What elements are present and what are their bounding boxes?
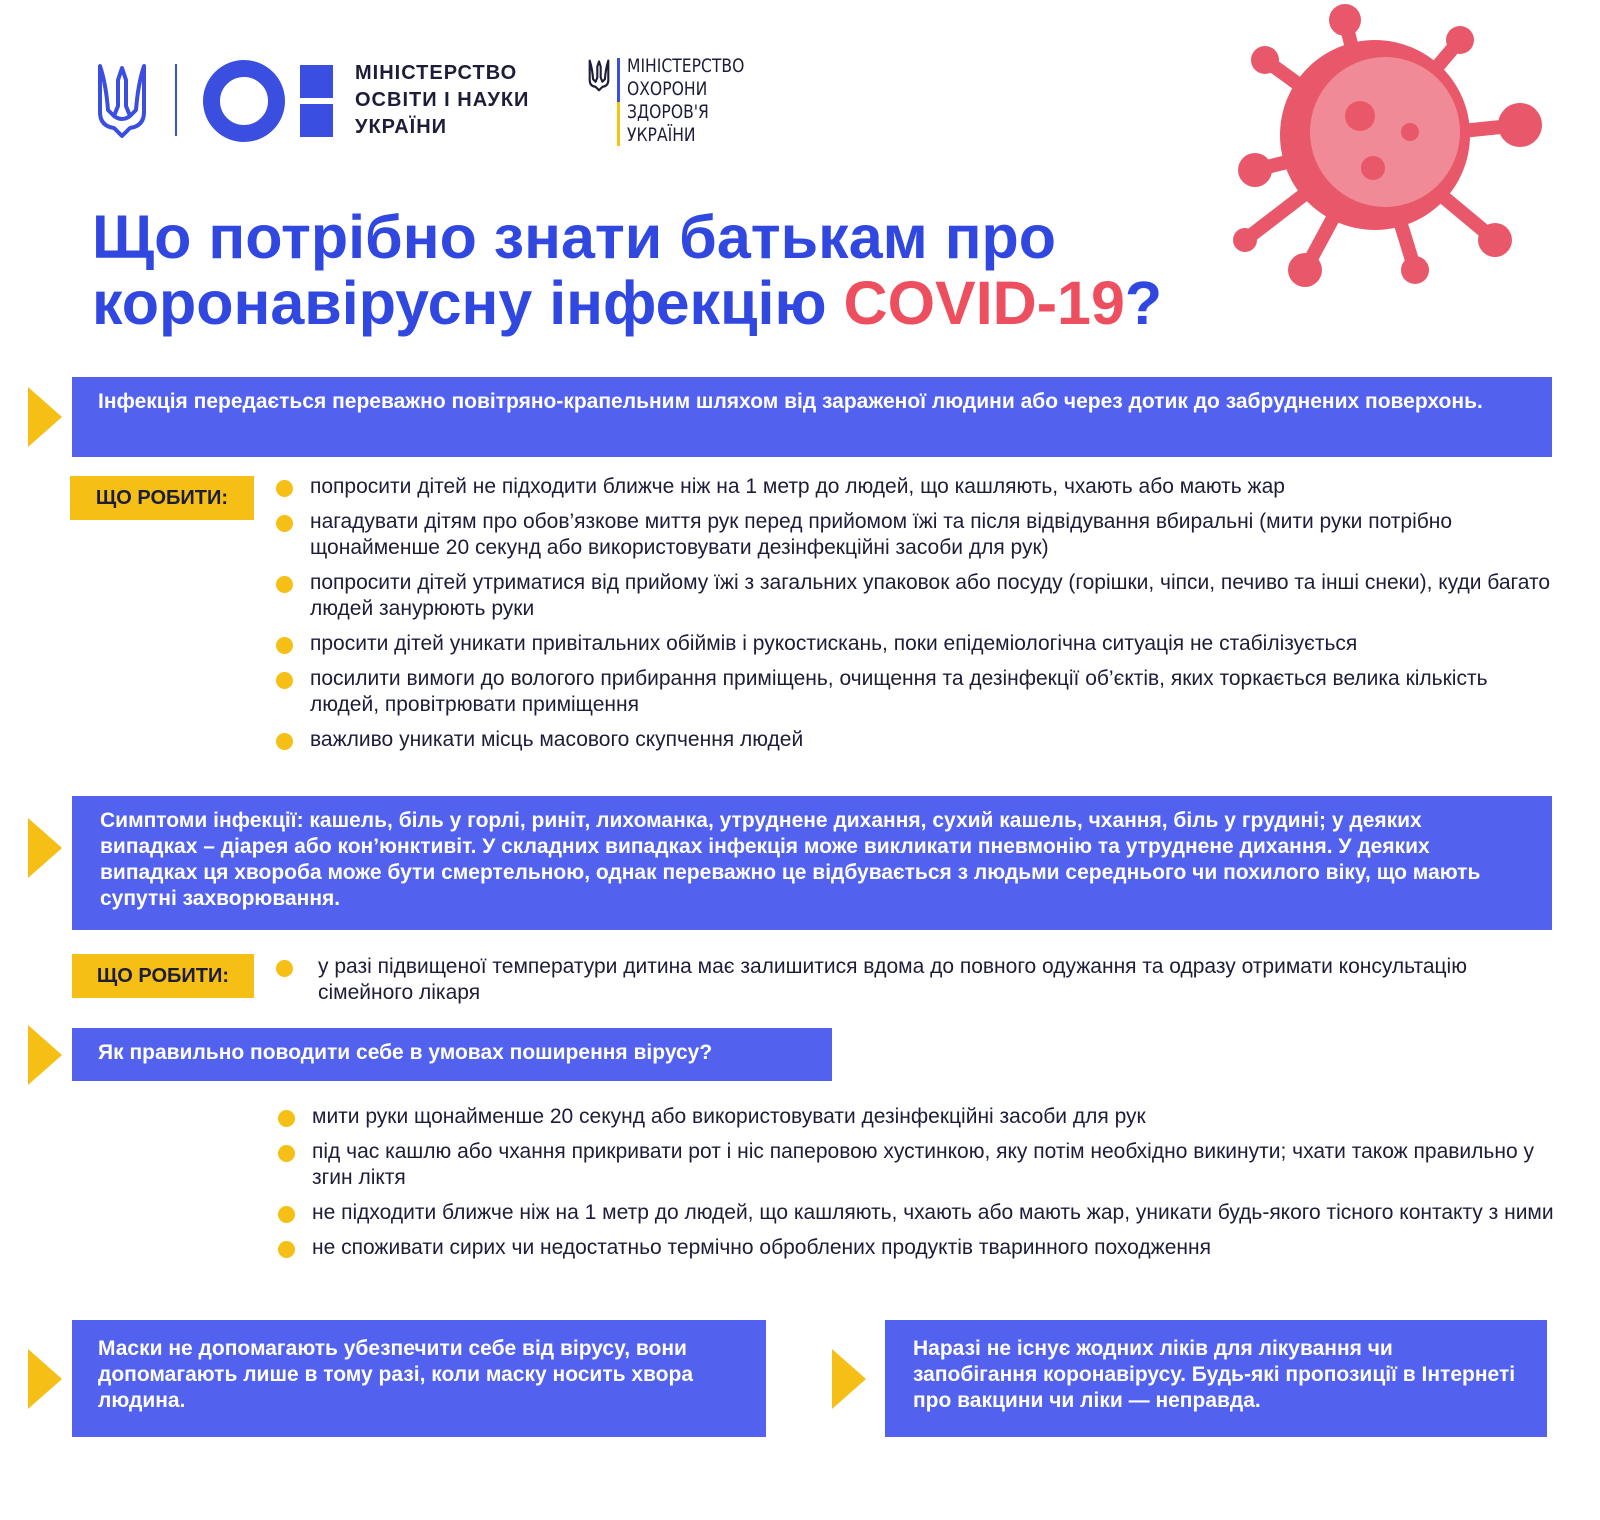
- title-line-2: [92, 270, 1162, 336]
- arrow-right-icon: [28, 1349, 62, 1409]
- bullet-dot-icon: [278, 1206, 295, 1223]
- what-to-do-label: ЩО РОБИТИ:: [70, 476, 254, 520]
- mon-logo-line: УКРАЇНИ: [355, 116, 448, 138]
- moz-logo-text: [627, 55, 744, 147]
- moz-logo-line: ОХОРОНИ: [627, 78, 708, 100]
- list-item-text: посилити вимоги до вологого прибирання приміщень, очищення та дезінфекції об’єктів, яких торкається велика кількість людей, провітрювати приміщення: [310, 667, 1488, 716]
- trident-emblem-icon: [96, 60, 148, 140]
- symptoms-info-bar: Симптоми інфекції: кашель, біль у горлі, риніт, лихоманка, утруднене дихання, сухий кашель, чхання, біль у грудині; у деяких випадках – діарея або кон’юнктивіт. У складних випадках інфекція може викликати пневмонію та утруднене дихання. У деяких випадках ця хвороба може бути смертельною, однак переважно це відбувається з людьми середнього чи похилого віку, що мають супутні захворювання.: [72, 796, 1552, 930]
- list-item-text: попросити дітей утриматися від прийому їжі з загальних упаковок або посуду (горішки, чіпси, печиво та інші снеки), куди багато людей занурюють руки: [310, 571, 1551, 620]
- mon-logo-square-top: [300, 65, 333, 98]
- bullet-dot-icon: [276, 672, 293, 689]
- list-item: [278, 1200, 1558, 1226]
- list-item-text: мити руки щонайменше 20 секунд або використовувати дезінфекційні засоби для рук: [312, 1105, 1146, 1128]
- list-item: [276, 474, 1556, 500]
- list-item-text: під час кашлю або чхання прикривати рот і ніс паперовою хустинкою, яку потім необхідно викинути; чхати також правильно у згин ліктя: [312, 1140, 1534, 1189]
- title-line-1: Що потрібно знати батькам про: [92, 203, 1057, 271]
- arrow-right-icon: [832, 1349, 866, 1409]
- list-item: [278, 1235, 1558, 1261]
- bullet-dot-icon: [276, 576, 293, 593]
- virus-illustration-icon: [1225, 0, 1560, 290]
- list-item-text: просити дітей уникати привітальних обіймів і рукостискань, поки епідеміологічна ситуація не стабілізується: [310, 632, 1358, 655]
- list-item: [276, 727, 1556, 753]
- list-item-text: важливо уникати місць масового скупчення людей: [310, 728, 804, 751]
- arrow-right-icon: [28, 387, 62, 447]
- mon-logo-circle: [203, 60, 285, 142]
- list-item: [276, 666, 1556, 718]
- bullet-dot-icon: [278, 1110, 295, 1127]
- bullet-dot-icon: [276, 637, 293, 654]
- moz-logo-line: УКРАЇНИ: [627, 124, 696, 146]
- title-covid-highlight: COVID-19: [843, 269, 1125, 337]
- section1-list: [276, 474, 1556, 762]
- mon-logo-text: [355, 60, 529, 141]
- what-to-do-label: ЩО РОБИТИ:: [72, 954, 254, 998]
- bullet-dot-icon: [276, 480, 293, 497]
- mon-logo-line: МІНІСТЕРСТВО: [355, 62, 518, 84]
- list-item: [276, 631, 1556, 657]
- list-item-text: попросити дітей не підходити ближче ніж на 1 метр до людей, що кашляють, чхають або мають жар: [310, 475, 1285, 498]
- bullet-dot-icon: [276, 960, 293, 977]
- list-item: [278, 1139, 1558, 1191]
- bullet-dot-icon: [276, 515, 293, 532]
- page-title: [92, 204, 1162, 336]
- list-item-text: нагадувати дітям про обов’язкове миття рук перед прийомом їжі та після відвідування вбиральні (мити руки потрібно щонайменше 20 секунд або використовувати дезінфекційні засоби для рук): [310, 510, 1453, 559]
- medicine-info-box: Наразі не існує жодних ліків для лікування чи запобігання коронавірусу. Будь-які пропозиції в Інтернеті про вакцини чи ліки — неправда.: [885, 1320, 1547, 1437]
- moz-logo-line: ЗДОРОВ'Я: [627, 101, 709, 123]
- logo-divider: [175, 64, 177, 136]
- transmission-info-bar: Інфекція передається переважно повітряно-крапельним шляхом від зараженої людини або через дотик до забруднених поверхонь.: [72, 377, 1552, 457]
- behavior-heading-bar: Як правильно поводити себе в умовах поширення вірусу?: [72, 1028, 832, 1081]
- list-item: [276, 509, 1556, 561]
- title-line-2-prefix: коронавірусну інфекцію: [92, 269, 844, 337]
- list-item: [278, 1104, 1558, 1130]
- arrow-right-icon: [28, 818, 62, 878]
- list-item-text: не підходити ближче ніж на 1 метр до людей, що кашляють, чхають або мають жар, уникати будь-якого тісного контакту з ними: [312, 1201, 1554, 1224]
- bullet-dot-icon: [278, 1241, 295, 1258]
- section3-list: [278, 1104, 1558, 1270]
- list-item-text: не споживати сирих чи недостатньо термічно оброблених продуктів тваринного походження: [312, 1236, 1211, 1259]
- mon-logo-line: ОСВІТИ І НАУКИ: [355, 89, 530, 111]
- list-item: [276, 954, 1556, 1006]
- arrow-right-icon: [28, 1025, 62, 1085]
- mon-logo-square-bottom: [300, 104, 333, 137]
- bullet-dot-icon: [278, 1145, 295, 1162]
- masks-info-box: Маски не допомагають убезпечити себе від вірусу, вони допомагають лише в тому разі, коли маску носить хвора людина.: [72, 1320, 766, 1437]
- title-question-mark: ?: [1124, 269, 1163, 337]
- list-item: [276, 570, 1556, 622]
- moz-logo-divider: [617, 58, 620, 146]
- section2-list: [276, 954, 1556, 1015]
- list-item-text: у разі підвищеної температури дитина має залишитися вдома до повного одужання та одразу отримати консультацію сімейного лікаря: [318, 955, 1467, 1004]
- moz-logo-line: МІНІСТЕРСТВО: [627, 55, 745, 77]
- bullet-dot-icon: [276, 733, 293, 750]
- trident-emblem-icon: [588, 58, 610, 92]
